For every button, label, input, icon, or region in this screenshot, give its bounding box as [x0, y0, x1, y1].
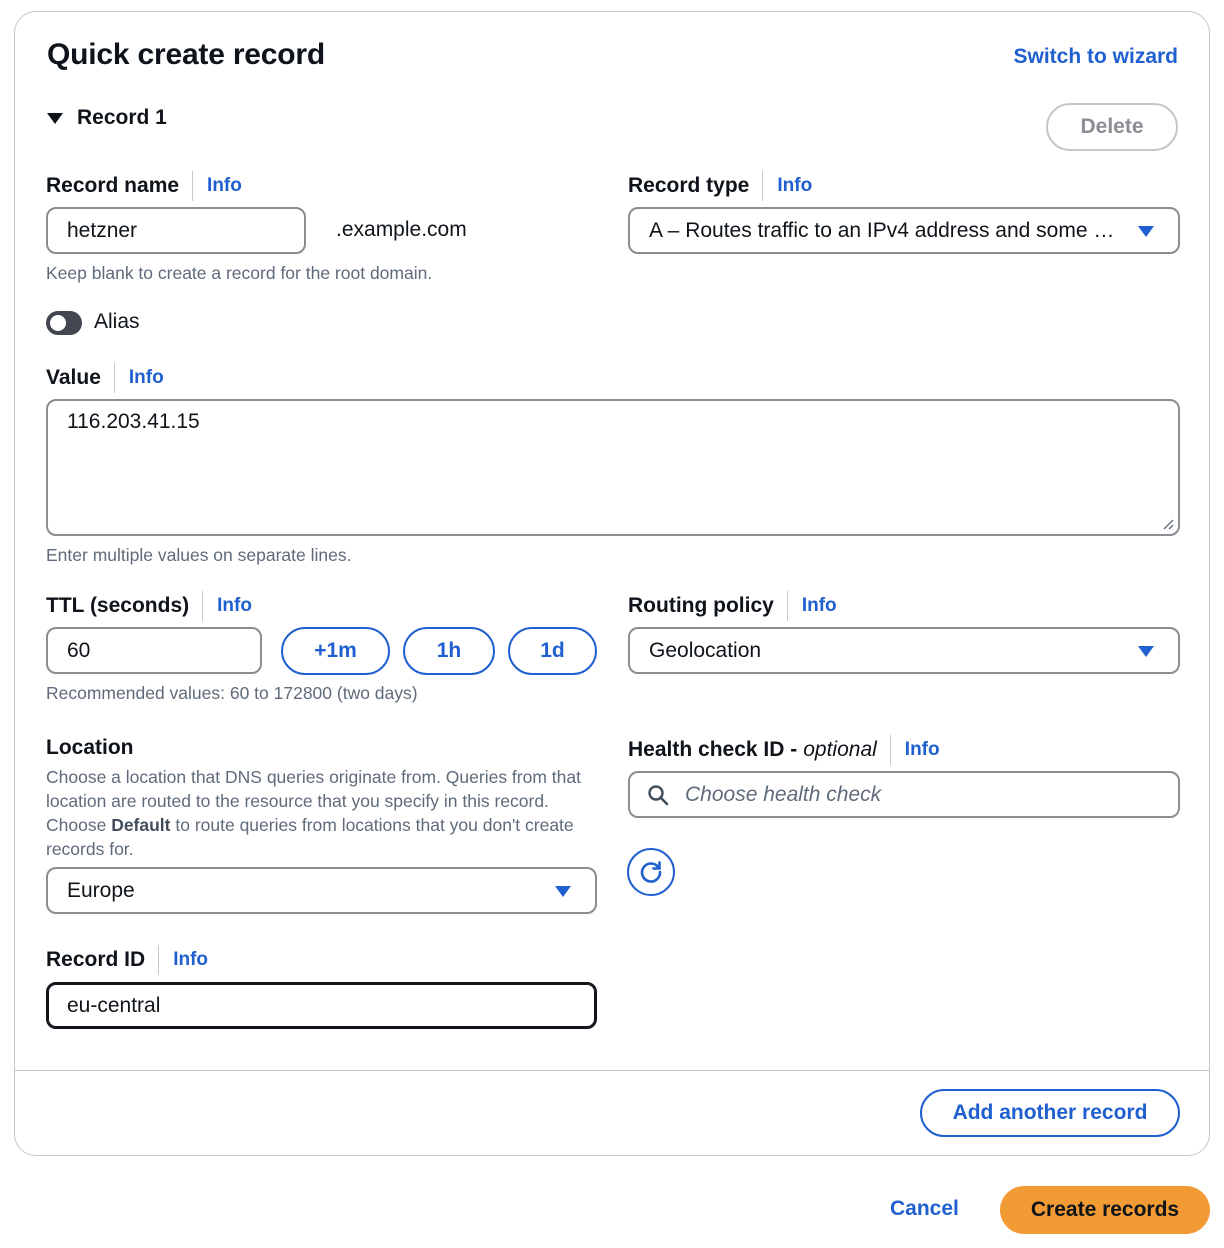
record-type-select[interactable] [628, 207, 1180, 254]
value-hint: Enter multiple values on separate lines. [46, 545, 352, 565]
ttl-hint: Recommended values: 60 to 172800 (two days) [46, 683, 418, 703]
value-text: 116.203.41.15 [67, 410, 200, 433]
record-id-value: eu-central [67, 993, 161, 1017]
ttl-1d-button[interactable]: 1d [508, 627, 597, 675]
location-description-text-end: to route queries from locations that you don't create records for. [46, 815, 574, 859]
health-check-label: Health check ID - [628, 738, 798, 761]
cancel-button[interactable]: Cancel [890, 1197, 959, 1220]
location-label: Location [46, 736, 134, 759]
routing-policy-value: Geolocation [649, 638, 762, 662]
health-check-optional: optional [803, 738, 877, 761]
search-icon [646, 783, 670, 807]
dropdown-arrow-icon [1138, 646, 1154, 657]
alias-label: Alias [94, 310, 140, 333]
ttl-info-link[interactable]: Info [202, 591, 252, 621]
value-label-row [46, 363, 164, 393]
record-id-info-link[interactable]: Info [158, 945, 208, 975]
resize-handle-icon[interactable] [1162, 518, 1174, 530]
location-select[interactable] [46, 867, 597, 914]
record-type-label: Record type [628, 174, 750, 197]
record-section-toggle[interactable] [47, 106, 167, 130]
health-check-label-row [628, 735, 940, 765]
record-id-label-row [46, 945, 208, 975]
record-section-label: Record 1 [77, 106, 167, 129]
ttl-1h-button[interactable]: 1h [403, 627, 495, 675]
location-description-text: Choose a location that DNS queries originate from. Queries from that location are routed to the resource that you specify in this record. Choose [46, 767, 581, 835]
card-divider [15, 1070, 1209, 1071]
record-name-input[interactable] [46, 207, 306, 254]
record-type-label-row [628, 171, 812, 201]
value-label: Value [46, 366, 101, 389]
record-name-label-row [46, 171, 242, 201]
add-another-record-button[interactable]: Add another record [920, 1089, 1180, 1137]
ttl-label: TTL (seconds) [46, 594, 190, 617]
routing-policy-select[interactable] [628, 627, 1180, 674]
ttl-label-row [46, 591, 252, 621]
dropdown-arrow-icon [555, 886, 571, 897]
routing-policy-label-row [628, 591, 837, 621]
routing-policy-label: Routing policy [628, 594, 774, 617]
alias-toggle[interactable] [46, 311, 82, 335]
location-description-bold: Default [111, 815, 171, 835]
create-records-button[interactable]: Create records [1000, 1186, 1210, 1234]
record-type-info-link[interactable]: Info [762, 171, 812, 201]
refresh-icon [638, 859, 664, 885]
location-value: Europe [67, 878, 135, 902]
domain-suffix: .example.com [336, 218, 467, 241]
record-name-info-link[interactable]: Info [192, 171, 242, 201]
value-info-link[interactable]: Info [114, 363, 164, 393]
health-check-info-link[interactable]: Info [890, 735, 940, 765]
page-title: Quick create record [47, 38, 326, 71]
caret-down-icon [47, 113, 63, 124]
switch-to-wizard-link[interactable]: Switch to wizard [1013, 45, 1178, 68]
dropdown-arrow-icon [1138, 226, 1154, 237]
health-check-placeholder: Choose health check [685, 782, 882, 806]
record-id-input[interactable] [46, 982, 597, 1029]
record-name-label: Record name [46, 174, 180, 197]
ttl-input[interactable] [46, 627, 262, 674]
record-type-value: A – Routes traffic to an IPv4 address and some … [649, 218, 1115, 242]
ttl-value: 60 [67, 638, 91, 662]
quick-create-card [14, 11, 1210, 1156]
ttl-plus-1m-button[interactable]: +1m [281, 627, 390, 675]
delete-button[interactable]: Delete [1046, 103, 1178, 151]
health-check-search-input[interactable] [628, 771, 1180, 818]
record-name-hint: Keep blank to create a record for the root domain. [46, 263, 433, 283]
record-id-label: Record ID [46, 948, 146, 971]
refresh-button[interactable] [627, 848, 675, 896]
value-textarea[interactable] [46, 399, 1180, 536]
location-description [46, 765, 591, 861]
routing-policy-info-link[interactable]: Info [787, 591, 837, 621]
record-name-value: hetzner [67, 218, 138, 242]
